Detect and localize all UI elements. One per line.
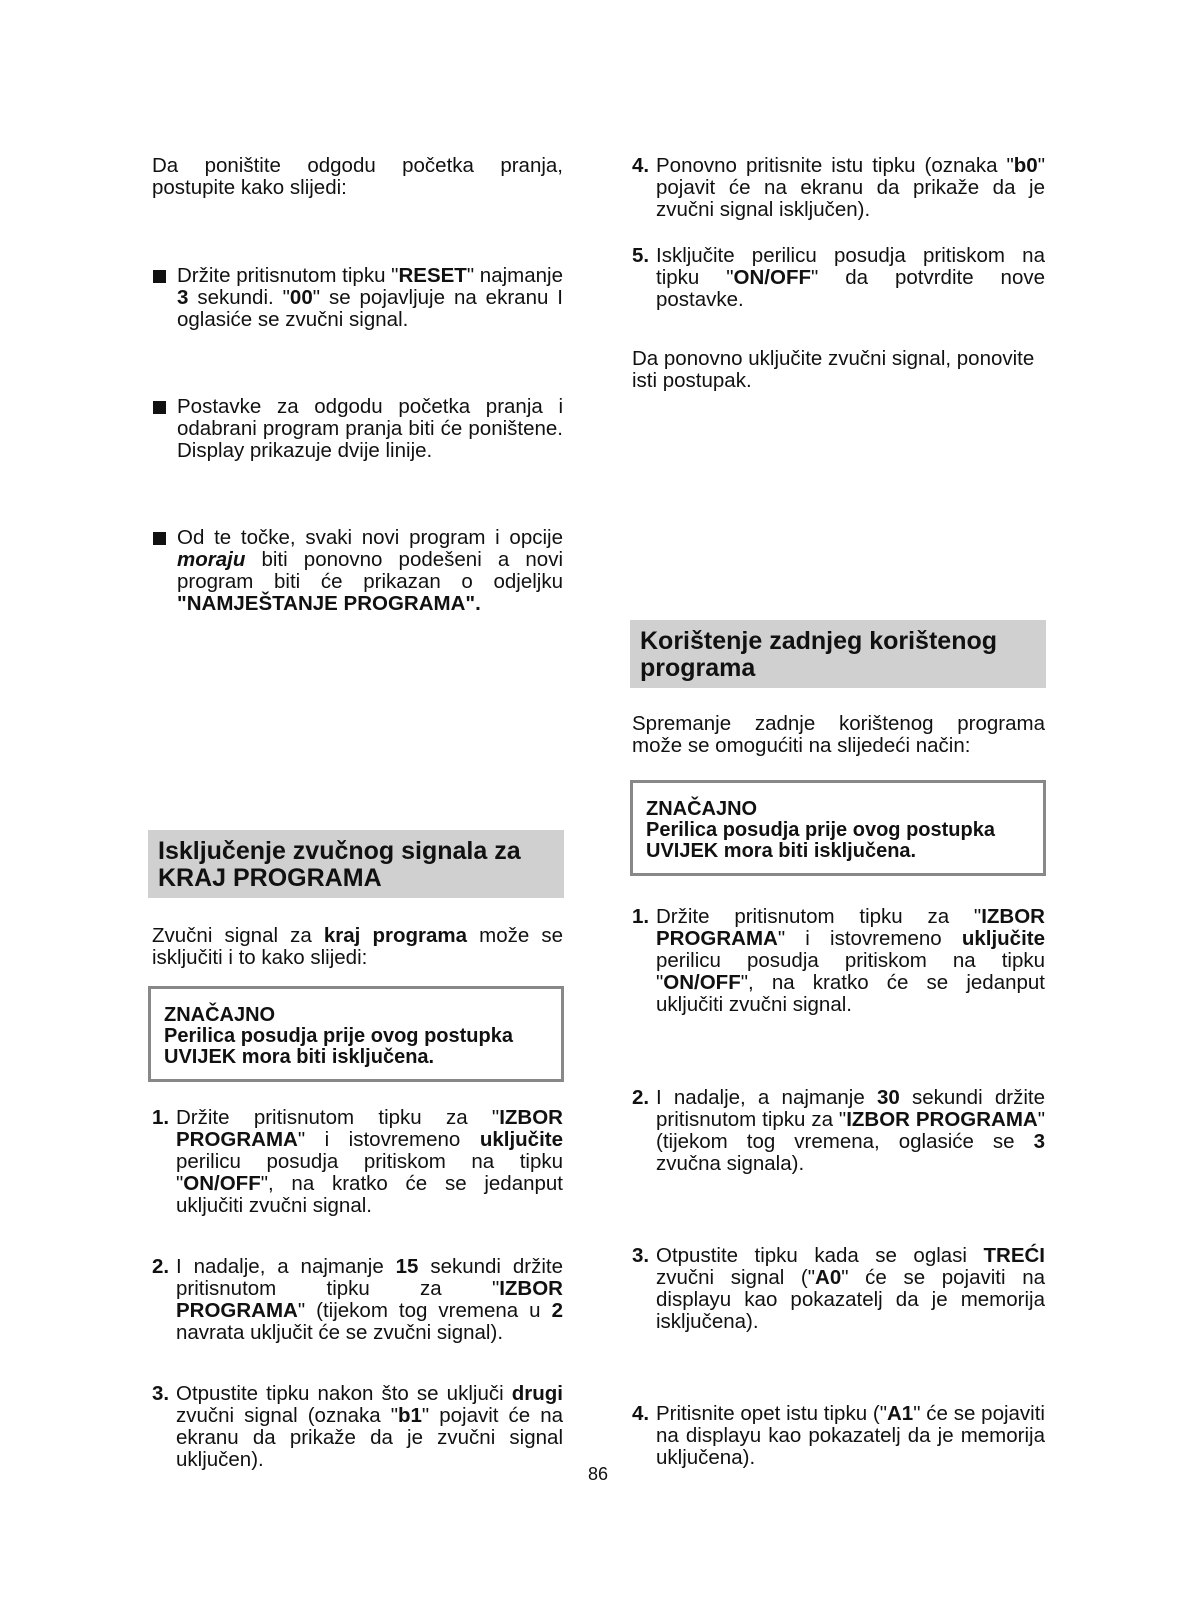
text: sekundi držite pritisnutom tipku za " bbox=[656, 1086, 1045, 1131]
step-number: 2. bbox=[632, 1086, 650, 1109]
text: Isključite perilicu posudja pritiskom na tipku " bbox=[656, 244, 1045, 289]
end-signal-paragraph bbox=[152, 925, 563, 969]
display-code: b1 bbox=[397, 1404, 422, 1427]
key-label: RESET bbox=[398, 264, 467, 287]
text: Zvučni signal za bbox=[152, 924, 324, 947]
key-label: IZBOR PROGRAMA bbox=[176, 1277, 563, 1322]
number: 2 bbox=[551, 1299, 563, 1322]
text: zvučni signal (" bbox=[656, 1266, 816, 1289]
text: biti ponovno podešeni a novi program biti će prikazan o odjeljku bbox=[177, 548, 563, 593]
text: " najmanje bbox=[466, 264, 563, 287]
step-number: 5. bbox=[632, 244, 650, 267]
text: Držite pritisnutom tipku " bbox=[177, 264, 399, 287]
number: 30 bbox=[876, 1086, 900, 1109]
text: " pojavit će na ekranu da prikaže da je zvučni signal uključen). bbox=[176, 1404, 564, 1471]
display-code: b0 bbox=[1013, 154, 1038, 177]
emphasis: uključite bbox=[961, 927, 1045, 950]
step-number: 1. bbox=[152, 1106, 170, 1129]
key-label: IZBOR PROGRAMA bbox=[656, 905, 1045, 950]
step-item-5-top bbox=[632, 245, 1045, 311]
square-bullet-icon bbox=[153, 270, 166, 283]
display-code: A0 bbox=[815, 1266, 842, 1289]
bullet-item-cancel bbox=[152, 396, 563, 462]
step-item-4 bbox=[632, 1403, 1045, 1469]
important-note-box bbox=[148, 986, 564, 1082]
key-label: IZBOR PROGRAMA bbox=[846, 1108, 1038, 1131]
emphasis: kraj programa bbox=[323, 924, 468, 947]
step-number: 3. bbox=[152, 1382, 170, 1405]
text: može se isključiti i to kako slijedi: bbox=[152, 924, 563, 969]
text: " i istovremeno bbox=[777, 927, 962, 950]
step-number: 4. bbox=[632, 154, 650, 177]
text: " će se pojaviti na displayu kao pokazatelj da je memorija uključena). bbox=[656, 1402, 1045, 1469]
emphasis: drugi bbox=[511, 1382, 563, 1405]
key-label: ON/OFF bbox=[733, 266, 811, 289]
text: " i istovremeno bbox=[297, 1128, 480, 1151]
square-bullet-icon bbox=[153, 401, 166, 414]
text: " (tijekom tog vremena u bbox=[297, 1299, 552, 1322]
text: Pritisnite opet istu tipku (" bbox=[656, 1402, 887, 1425]
section-ref: "NAMJEŠTANJE PROGRAMA". bbox=[177, 592, 481, 615]
emphasis: moraju bbox=[177, 548, 246, 571]
text: " će se pojaviti na displayu kao pokazatelj da je memorija isključena). bbox=[656, 1266, 1045, 1333]
number: 3 bbox=[177, 286, 189, 309]
text: Držite pritisnutom tipku za " bbox=[176, 1106, 500, 1129]
text: sekundi držite pritisnutom tipku za " bbox=[176, 1255, 563, 1300]
step-item-4-top bbox=[632, 155, 1045, 221]
key-label: ON/OFF bbox=[663, 971, 741, 994]
intro-paragraph: Da poništite odgodu početka pranja, postupite kako slijedi: bbox=[152, 154, 563, 199]
note-line: UVIJEK mora biti isključena. bbox=[646, 840, 917, 862]
step-item-2 bbox=[152, 1256, 563, 1344]
text: Otpustite tipku kada se oglasi bbox=[656, 1244, 984, 1267]
text: navrata uključit će se zvučni signal). bbox=[176, 1321, 504, 1344]
last-program-paragraph: Spremanje zadnje korištenog programa može se omogućiti na slijedeći način: bbox=[632, 712, 1045, 757]
text: ", na kratko će se jedanput uključiti zvučni signal. bbox=[656, 971, 1045, 1016]
emphasis: TREĆI bbox=[983, 1244, 1045, 1267]
section-heading-end-signal: Isključenje zvučnog signala za KRAJ PROGRAMA bbox=[148, 830, 564, 898]
number: 3 bbox=[1033, 1130, 1045, 1153]
step-item-2 bbox=[632, 1087, 1045, 1175]
step-item-3 bbox=[632, 1245, 1045, 1333]
text: Držite pritisnutom tipku za " bbox=[656, 905, 982, 928]
text: I nadalje, a najmanje bbox=[656, 1086, 877, 1109]
key-label: ON/OFF bbox=[183, 1172, 261, 1195]
section-heading-last-program: Korištenje zadnjeg korištenog programa bbox=[630, 620, 1046, 688]
step-number: 4. bbox=[632, 1402, 650, 1425]
text: Ponovno pritisnite istu tipku (oznaka " bbox=[656, 154, 1014, 177]
note-title: ZNAČAJNO bbox=[646, 798, 758, 820]
step-item-1 bbox=[152, 1107, 563, 1217]
page-number: 86 bbox=[588, 1464, 609, 1484]
text: " pojavit će na ekranu da prikaže da je zvučni signal isključen). bbox=[656, 154, 1045, 221]
bullet-item-reset bbox=[152, 265, 563, 331]
text: Postavke za odgodu početka pranja i odabrani program pranja biti će poništene. Display prikazuje dvije linije. bbox=[177, 395, 563, 462]
text: zvučni signal (oznaka " bbox=[176, 1404, 398, 1427]
note-title: ZNAČAJNO bbox=[164, 1004, 276, 1026]
text: perilicu posudja pritiskom na tipku " bbox=[176, 1150, 563, 1195]
note-line: Perilica posudja prije ovog postupka bbox=[164, 1025, 513, 1047]
note-line: Perilica posudja prije ovog postupka bbox=[646, 819, 995, 841]
note-line: UVIJEK mora biti isključena. bbox=[164, 1046, 435, 1068]
text: Otpustite tipku nakon što se uključi bbox=[176, 1382, 512, 1405]
text: I nadalje, a najmanje bbox=[176, 1255, 396, 1278]
step-number: 1. bbox=[632, 905, 650, 928]
key-label: IZBOR PROGRAMA bbox=[176, 1106, 563, 1151]
text: " da potvrdite nove postavke. bbox=[656, 266, 1046, 311]
text: zvučna signala). bbox=[656, 1152, 805, 1175]
text: " (tijekom tog vremena, oglasiće se bbox=[656, 1108, 1045, 1153]
text: ", na kratko će se jedanput uključiti zvučni signal. bbox=[176, 1172, 563, 1217]
step-item-1 bbox=[632, 906, 1045, 1016]
emphasis: uključite bbox=[479, 1128, 563, 1151]
square-bullet-icon bbox=[153, 532, 166, 545]
important-note-box bbox=[630, 780, 1046, 876]
number: 15 bbox=[395, 1255, 419, 1278]
step-number: 2. bbox=[152, 1255, 170, 1278]
text: " se pojavljuje na ekranu I oglasiće se zvučni signal. bbox=[177, 286, 563, 331]
repeat-paragraph: Da ponovno uključite zvučni signal, ponovite isti postupak. bbox=[632, 347, 1035, 392]
text: sekundi. " bbox=[188, 286, 290, 309]
text: Od te točke, svaki novi program i opcije bbox=[177, 526, 563, 549]
display-code: A1 bbox=[887, 1402, 914, 1425]
display-code: 00 bbox=[289, 286, 313, 309]
step-number: 3. bbox=[632, 1244, 650, 1267]
text: perilicu posudja pritiskom na tipku " bbox=[656, 949, 1045, 994]
bullet-item-new-program bbox=[152, 527, 563, 615]
step-item-3 bbox=[152, 1383, 563, 1471]
